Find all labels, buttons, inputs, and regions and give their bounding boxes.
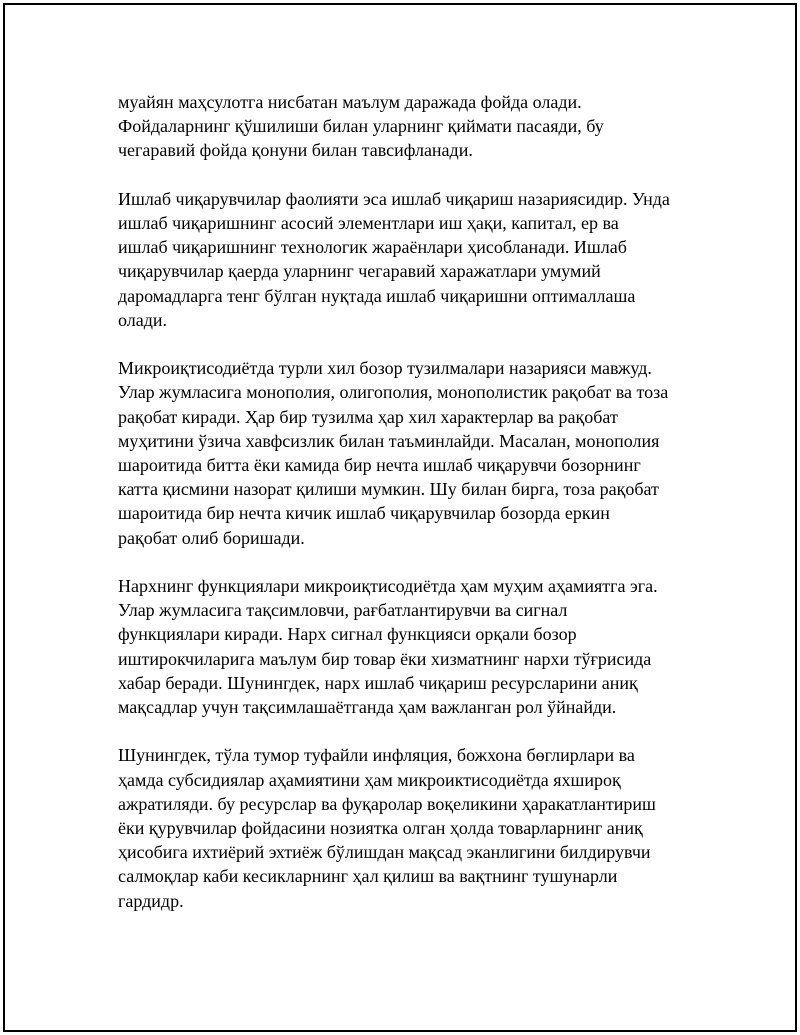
text-line: Микроиқтисодиётда турли хил бозор тузилмалари назарияси мавжуд. [118, 358, 652, 379]
paragraph-1 [118, 90, 698, 163]
text-line: чиқарувчилар қаерда уларнинг чегаравий харажатлари умумий [118, 261, 601, 282]
text-line: шароитида битта ёки камида бир нечта ишлаб чиқарувчи бозорнинг [118, 455, 641, 476]
text-line: ҳисобига ихтиёрий эхтиёж бўлишдан мақсад эканлигини билдирувчи [118, 842, 651, 863]
text-line: гардидр. [118, 890, 184, 911]
text-line: Ишлаб чиқарувчилар фаолияти эса ишлаб чиқариш назариясидир. Унда [118, 188, 670, 209]
text-line: Улар жумласига монополия, олигополия, монополистик рақобат ва тоза [118, 382, 669, 403]
text-line: ажратиляди. бу ресурслар ва фуқаролар воқеликини ҳаракатлантириш [118, 793, 656, 814]
text-line: чегаравий фойда қонуни билан тавсифланади. [118, 140, 473, 161]
paragraph-4 [118, 574, 698, 719]
text-line: ёки қурувчилар фойдасини нозиятка олган ҳолда товарларнинг аниқ [118, 818, 643, 839]
text-line: мақсадлар учун тақсимлашаётганда ҳам важланган рол ўйнайди. [118, 697, 617, 718]
paragraph-3 [118, 356, 698, 550]
text-line: Нархнинг функциялари микроиқтисодиётда ҳам муҳим аҳамиятга эга. [118, 576, 658, 597]
text-line: салмоқлар каби кесикларнинг ҳал қилиш ва вақтнинг тушунарли [118, 866, 618, 887]
text-line: ишлаб чиқаришнинг асосий элементлари иш ҳақи, капитал, ер ва [118, 213, 619, 233]
text-line: муайян маҳсулотга нисбатан маълум даражада фойда олади. [118, 92, 582, 112]
text-line: олади. [118, 309, 168, 330]
text-line: ишлаб чиқаришнинг технологик жараёнлари ҳисобланади. Ишлаб [118, 237, 627, 258]
text-line: даромадларга тенг бўлган нуқтада ишлаб чиқаришни оптималлаша [118, 285, 636, 306]
document-body [118, 90, 698, 937]
text-line: шароитида бир нечта кичик ишлаб чиқарувчилар бозорда еркин [118, 503, 610, 524]
text-line: хабар беради. Шунингдек, нарх ишлаб чиқариш ресурсларини аниқ [118, 672, 638, 693]
text-line: функциялари киради. Нарх сигнал функцияси орқали бозор [118, 624, 577, 645]
text-line: рақобат олиб боришади. [118, 527, 305, 548]
text-line: муҳитини ўзича хавфсизлик билан таъминлайди. Масалан, монополия [118, 430, 660, 451]
paragraph-2 [118, 187, 698, 332]
text-line: Фойдаларнинг қўшилиши билан уларнинг қиймати пасаяди, бу [118, 116, 604, 137]
text-line: рақобат киради. Ҳар бир тузилма ҳар хил характерлар ва рақобат [118, 406, 618, 427]
text-line: ҳамда субсидиялар аҳамиятини ҳам микроиктисодиётда яхшироқ [118, 769, 621, 790]
text-line: Шунингдек, тўла тумор туфайли инфляция, божхона бөглирлари ва [118, 745, 635, 766]
paragraph-5 [118, 743, 698, 912]
text-line: иштирокчиларига маълум бир товар ёки хизматнинг нархи тўғрисида [118, 648, 652, 669]
text-line: Улар жумласига тақсимловчи, рағбатлантирувчи ва сигнал [118, 600, 568, 621]
text-line: катта қисмини назорат қилиши мумкин. Шу билан бирга, тоза рақобат [118, 479, 659, 500]
